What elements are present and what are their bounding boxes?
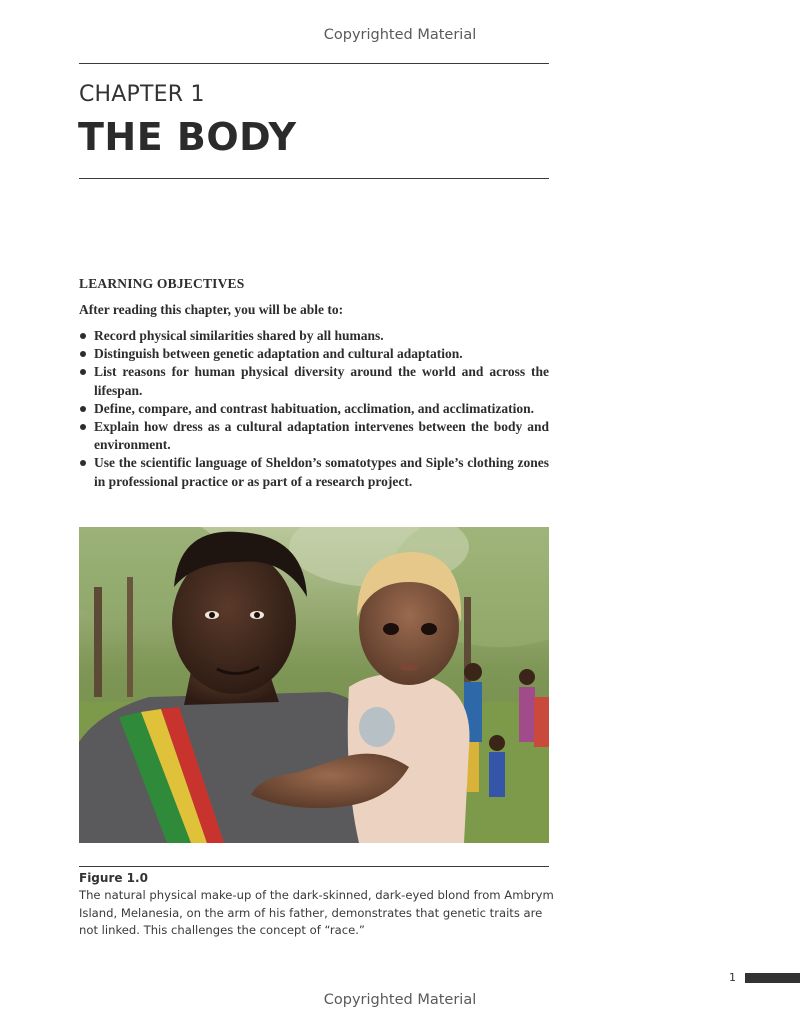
bullet-icon — [80, 333, 86, 339]
bullet-icon — [80, 351, 86, 357]
objective-text: Use the scientific language of Sheldon’s somatotypes and Siple’s clothing zones in professional practice or as part of a research project. — [94, 455, 549, 489]
bullet-icon — [80, 460, 86, 466]
copyright-watermark-bottom: Copyrighted Material — [323, 992, 477, 1008]
objective-item — [79, 400, 549, 418]
learning-objectives-heading: LEARNING OBJECTIVES — [79, 276, 245, 291]
page-number: 1 — [729, 971, 736, 984]
bullet-icon — [80, 424, 86, 430]
copyright-watermark-top: Copyrighted Material — [323, 27, 477, 43]
objective-item — [79, 327, 549, 345]
bullet-icon — [80, 406, 86, 412]
figure-label: Figure 1.0 — [79, 871, 148, 885]
chapter-label: CHAPTER 1 — [79, 82, 205, 107]
objective-text: Record physical similarities shared by all humans. — [94, 328, 384, 343]
objective-item — [79, 418, 549, 454]
learning-objectives-intro: After reading this chapter, you will be able to: — [79, 302, 344, 317]
bullet-icon — [80, 369, 86, 375]
objective-text: Distinguish between genetic adaptation and cultural adaptation. — [94, 346, 463, 362]
learning-objectives-list — [79, 327, 549, 491]
header-rule-top — [79, 63, 549, 64]
page-number-bar — [745, 973, 800, 983]
objective-item — [79, 363, 549, 399]
header-rule-bottom — [79, 178, 549, 179]
objective-item — [79, 454, 549, 490]
figure-caption: The natural physical make-up of the dark-skinned, dark-eyed blond from Ambrym Island, Melanesia, on the arm of his father, demonstrates that genetic traits are not linked. This challenges the concept of “race.” — [79, 888, 554, 937]
objective-item — [79, 345, 549, 363]
objective-text: List reasons for human physical diversity around the world and across the lifespan. — [94, 364, 549, 398]
objective-text: Define, compare, and contrast habituation, acclimation, and acclimatization. — [94, 400, 534, 416]
objective-text: Explain how dress as a cultural adaptation intervenes between the body and environment. — [94, 419, 549, 453]
figure-rule — [79, 866, 549, 867]
chapter-title: THE BODY — [78, 115, 297, 159]
figure-photo — [79, 527, 549, 843]
